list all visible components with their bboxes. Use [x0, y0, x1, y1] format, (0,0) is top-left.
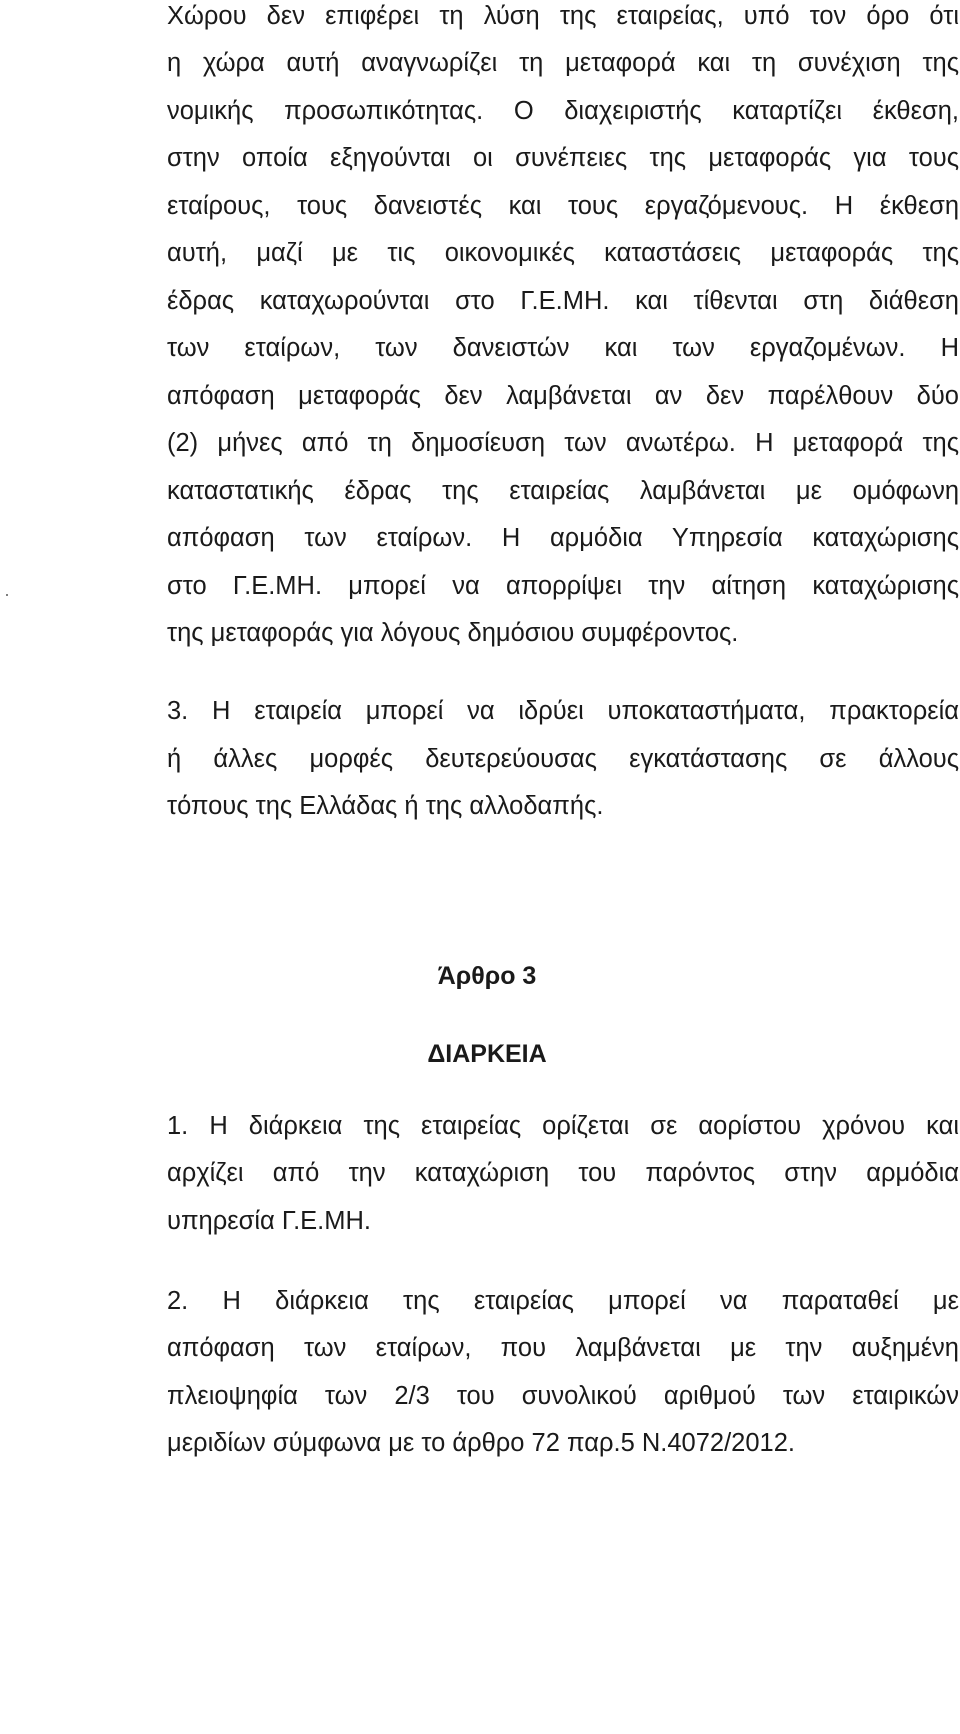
text-line: έδρας καταχωρούνται στο Γ.Ε.ΜΗ. και τίθενται στη διάθεση — [167, 287, 959, 315]
text-line: 2. Η διάρκεια της εταιρείας μπορεί να παραταθεί με — [167, 1287, 959, 1315]
article-title: ΔΙΑΡΚΕΙΑ — [427, 1040, 547, 1068]
text-line: 1. Η διάρκεια της εταιρείας ορίζεται σε αορίστου χρόνου και — [167, 1112, 959, 1140]
text-line: καταστατικής έδρας της εταιρείας λαμβάνεται με ομόφωνη — [167, 477, 959, 505]
text-line: (2) μήνες από τη δημοσίευση των ανωτέρω. Η μεταφορά της — [167, 429, 959, 457]
text-line: νομικής προσωπικότητας. Ο διαχειριστής καταρτίζει έκθεση, — [167, 97, 959, 125]
text-line: υπηρεσία Γ.Ε.ΜΗ. — [167, 1207, 371, 1235]
text-line: εταίρους, τους δανειστές και τους εργαζόμενους. Η έκθεση — [167, 192, 959, 220]
text-line: της μεταφοράς για λόγους δημόσιου συμφέροντος. — [167, 619, 739, 647]
text-line: τόπους της Ελλάδας ή της αλλοδαπής. — [167, 792, 604, 820]
text-line: αρχίζει από την καταχώριση του παρόντος στην αρμόδια — [167, 1159, 959, 1187]
text-line: πλειοψηφία των 2/3 του συνολικού αριθμού των εταιρικών — [167, 1382, 959, 1410]
text-line: των εταίρων, των δανειστών και των εργαζομένων. Η — [167, 334, 959, 362]
text-line: στην οποία εξηγούνται οι συνέπειες της μεταφοράς για τους — [167, 144, 959, 172]
text-line: αυτή, μαζί με τις οικονομικές καταστάσεις μεταφοράς της — [167, 239, 959, 267]
text-line: Χώρου δεν επιφέρει τη λύση της εταιρείας, υπό τον όρο ότι — [167, 2, 959, 30]
article-heading: Άρθρο 3 — [437, 962, 537, 990]
text-line: ή άλλες μορφές δευτερεύουσας εγκατάστασης σε άλλους — [167, 745, 959, 773]
text-line: απόφαση των εταίρων. Η αρμόδια Υπηρεσία καταχώρισης — [167, 524, 959, 552]
text-line: 3. Η εταιρεία μπορεί να ιδρύει υποκαταστήματα, πρακτορεία — [167, 697, 959, 725]
text-line: στο Γ.Ε.ΜΗ. μπορεί να απορρίψει την αίτηση καταχώρισης — [167, 572, 959, 600]
text-line: απόφαση μεταφοράς δεν λαμβάνεται αν δεν παρέλθουν δύο — [167, 382, 959, 410]
text-line: η χώρα αυτή αναγνωρίζει τη μεταφορά και τη συνέχιση της — [167, 49, 959, 77]
text-line: απόφαση των εταίρων, που λαμβάνεται με την αυξημένη — [167, 1334, 959, 1362]
text-line: μεριδίων σύμφωνα με το άρθρο 72 παρ.5 Ν.4072/2012. — [167, 1429, 795, 1457]
scan-speck — [6, 594, 8, 596]
